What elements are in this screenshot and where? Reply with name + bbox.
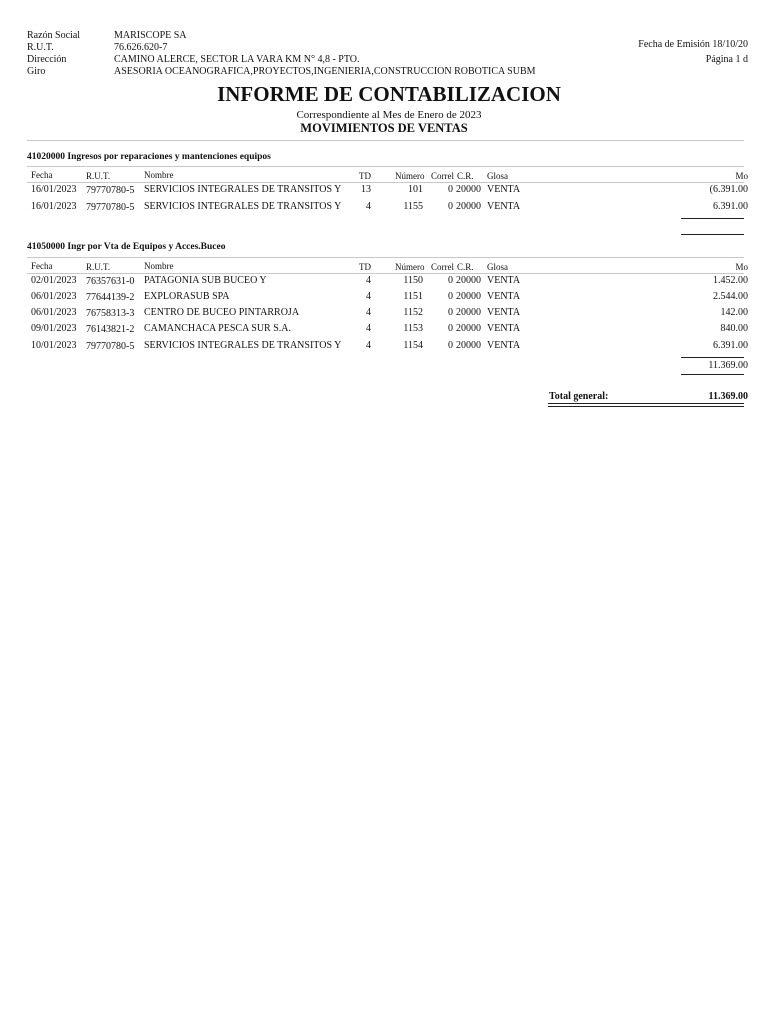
cell-glosa: VENTA bbox=[487, 201, 521, 212]
cell-td: 4 bbox=[366, 291, 371, 302]
col-fecha: Fecha bbox=[31, 261, 53, 271]
col-monto: Mo bbox=[735, 171, 748, 181]
cell-numero: 1152 bbox=[403, 307, 423, 318]
total-rule bbox=[548, 403, 744, 404]
cell-nombre: SERVICIOS INTEGRALES DE TRANSITOS Y bbox=[144, 184, 342, 195]
col-fecha: Fecha bbox=[31, 170, 53, 180]
report-subtitle: MOVIMIENTOS DE VENTAS bbox=[300, 121, 468, 135]
section-divider bbox=[27, 257, 744, 258]
cell-monto: 142.00 bbox=[720, 307, 748, 318]
subtotal-rule bbox=[681, 234, 744, 235]
value-direccion: CAMINO ALERCE, SECTOR LA VARA KM N° 4,8 - PTO. bbox=[114, 54, 360, 65]
value-giro: ASESORIA OCEANOGRAFICA,PROYECTOS,INGENIERIA,CONSTRUCCION ROBOTICA SUBM bbox=[114, 66, 536, 77]
section-subtotal: 11.369.00 bbox=[708, 360, 748, 371]
cell-rut: 76143821-2 bbox=[86, 324, 135, 335]
cell-glosa: VENTA bbox=[487, 291, 521, 302]
cell-numero: 1154 bbox=[403, 340, 423, 351]
cell-rut: 79770780-5 bbox=[86, 202, 135, 213]
section-title: 41050000 Ingr por Vta de Equipos y Acces.Buceo bbox=[27, 242, 226, 252]
cell-numero: 1150 bbox=[403, 275, 423, 286]
cell-td: 4 bbox=[366, 307, 371, 318]
cell-rut: 76758313-3 bbox=[86, 308, 135, 319]
cell-td: 4 bbox=[366, 323, 371, 334]
cell-glosa: VENTA bbox=[487, 275, 521, 286]
cell-cr: 20000 bbox=[456, 291, 481, 302]
col-cr: C.R. bbox=[457, 262, 474, 272]
cell-td: 4 bbox=[366, 201, 371, 212]
cell-nombre: CENTRO DE BUCEO PINTARROJA bbox=[144, 307, 300, 318]
cell-cr: 20000 bbox=[456, 275, 481, 286]
subtotal-rule bbox=[681, 374, 744, 375]
cell-fecha: 16/01/2023 bbox=[31, 184, 77, 195]
cell-fecha: 09/01/2023 bbox=[31, 323, 77, 334]
cell-fecha: 06/01/2023 bbox=[31, 291, 77, 302]
columns-divider bbox=[27, 273, 744, 274]
cell-fecha: 16/01/2023 bbox=[31, 201, 77, 212]
cell-fecha: 06/01/2023 bbox=[31, 307, 77, 318]
col-td: TD bbox=[359, 171, 371, 181]
label-direccion: Dirección bbox=[27, 54, 67, 65]
cell-glosa: VENTA bbox=[487, 307, 521, 318]
cell-glosa: VENTA bbox=[487, 184, 521, 195]
cell-nombre: CAMANCHACA PESCA SUR S.A. bbox=[144, 323, 291, 334]
cell-monto: 6.391.00 bbox=[713, 201, 748, 212]
cell-correl: 0 bbox=[448, 275, 453, 286]
report-period: Correspondiente al Mes de Enero de 2023 bbox=[296, 109, 482, 121]
cell-cr: 20000 bbox=[456, 184, 481, 195]
subtotal-rule bbox=[681, 357, 744, 358]
report-title: INFORME DE CONTABILIZACION bbox=[217, 82, 561, 106]
cell-rut: 79770780-5 bbox=[86, 341, 135, 352]
col-numero: Número bbox=[395, 171, 425, 181]
cell-cr: 20000 bbox=[456, 307, 481, 318]
col-correl: Correl bbox=[431, 262, 454, 272]
cell-numero: 1153 bbox=[403, 323, 423, 334]
label-rut: R.U.T. bbox=[27, 42, 54, 53]
col-nombre: Nombre bbox=[144, 261, 174, 271]
cell-fecha: 10/01/2023 bbox=[31, 340, 77, 351]
header-divider bbox=[27, 140, 744, 141]
page-number: Página 1 d bbox=[705, 54, 748, 65]
cell-correl: 0 bbox=[448, 340, 453, 351]
col-cr: C.R. bbox=[457, 171, 474, 181]
cell-monto: 1.452.00 bbox=[713, 275, 748, 286]
cell-monto: 6.391.00 bbox=[713, 340, 748, 351]
total-label: Total general: bbox=[549, 391, 609, 402]
emission-date: Fecha de Emisión 18/10/20 bbox=[638, 39, 748, 50]
cell-rut: 79770780-5 bbox=[86, 185, 135, 196]
col-glosa: Glosa bbox=[487, 262, 508, 272]
value-rut: 76.626.620-7 bbox=[114, 42, 168, 53]
cell-numero: 1155 bbox=[403, 201, 423, 212]
cell-cr: 20000 bbox=[456, 201, 481, 212]
cell-monto: (6.391.00 bbox=[709, 184, 748, 195]
cell-correl: 0 bbox=[448, 291, 453, 302]
columns-divider bbox=[27, 182, 744, 183]
cell-fecha: 02/01/2023 bbox=[31, 275, 77, 286]
cell-correl: 0 bbox=[448, 184, 453, 195]
cell-nombre: EXPLORASUB SPA bbox=[144, 291, 230, 302]
col-nombre: Nombre bbox=[144, 170, 174, 180]
col-rut: R.U.T. bbox=[86, 262, 111, 272]
cell-monto: 840.00 bbox=[720, 323, 748, 334]
cell-correl: 0 bbox=[448, 307, 453, 318]
cell-correl: 0 bbox=[448, 323, 453, 334]
cell-nombre: SERVICIOS INTEGRALES DE TRANSITOS Y bbox=[144, 201, 342, 212]
cell-td: 13 bbox=[361, 184, 371, 195]
value-razon-social: MARISCOPE SA bbox=[114, 30, 187, 41]
cell-cr: 20000 bbox=[456, 323, 481, 334]
cell-monto: 2.544.00 bbox=[713, 291, 748, 302]
section-divider bbox=[27, 166, 744, 167]
section-title: 41020000 Ingresos por reparaciones y mantenciones equipos bbox=[27, 152, 271, 162]
col-correl: Correl bbox=[431, 171, 454, 181]
col-rut: R.U.T. bbox=[86, 171, 111, 181]
label-giro: Giro bbox=[27, 66, 46, 77]
subtotal-rule bbox=[681, 218, 744, 219]
total-rule bbox=[548, 406, 744, 407]
label-razon-social: Razón Social bbox=[27, 30, 81, 41]
cell-glosa: VENTA bbox=[487, 340, 521, 351]
cell-td: 4 bbox=[366, 275, 371, 286]
cell-td: 4 bbox=[366, 340, 371, 351]
col-td: TD bbox=[359, 262, 371, 272]
col-numero: Número bbox=[395, 262, 425, 272]
cell-glosa: VENTA bbox=[487, 323, 521, 334]
cell-nombre: PATAGONIA SUB BUCEO Y bbox=[144, 275, 267, 286]
cell-numero: 101 bbox=[408, 184, 423, 195]
col-monto: Mo bbox=[735, 262, 748, 272]
cell-nombre: SERVICIOS INTEGRALES DE TRANSITOS Y bbox=[144, 340, 342, 351]
cell-correl: 0 bbox=[448, 201, 453, 212]
col-glosa: Glosa bbox=[487, 171, 508, 181]
total-value: 11.369.00 bbox=[708, 391, 748, 402]
cell-rut: 77644139-2 bbox=[86, 292, 135, 303]
cell-numero: 1151 bbox=[403, 291, 423, 302]
cell-rut: 76357631-0 bbox=[86, 276, 135, 287]
cell-cr: 20000 bbox=[456, 340, 481, 351]
